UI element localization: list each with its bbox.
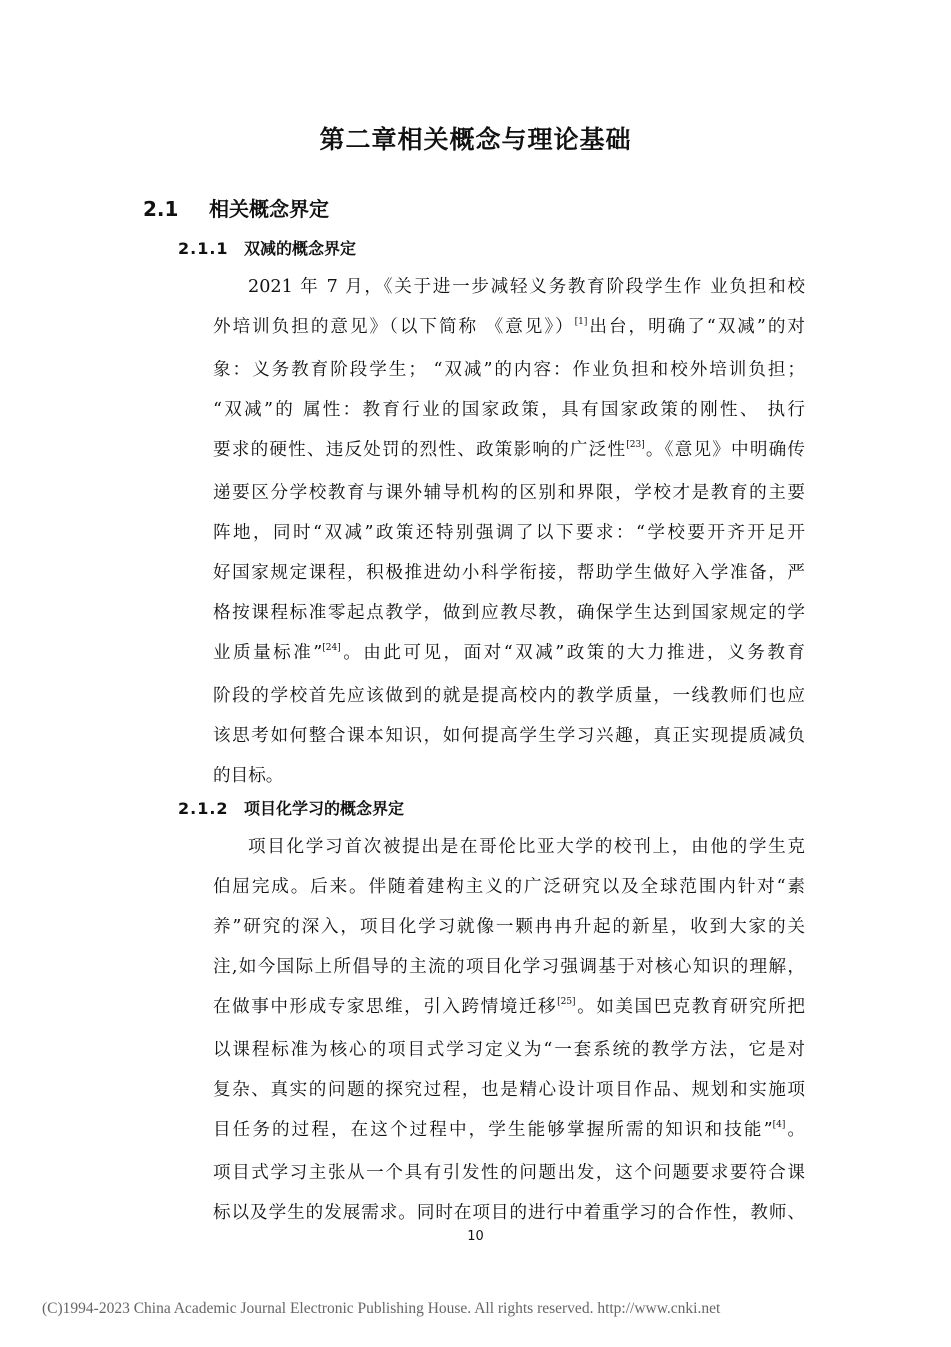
subsection-title: 双减的概念界定 [244,239,357,258]
text-line [213,947,805,987]
subsection-number: 2.1.1 [178,239,229,258]
subsection-heading-2 [178,796,404,819]
paragraph-double-reduction [213,267,805,796]
text-run: 复杂、真实的问题的探究过程，也是精心设计项目作品、规划和实施项 [213,1080,805,1100]
text-line [213,827,805,867]
citation-marker: [1] [574,317,588,327]
text-run: 。由此可见，面对“双减”政策的大力推进，义务教育 [340,643,805,663]
section-heading [143,193,329,222]
text-line [213,676,805,716]
text-line [213,1110,805,1153]
copyright-footer: (C)1994-2023 China Academic Journal Electronic Publishing House. All rights reserved. http://www.cnki.net [42,1300,721,1317]
text-run: 项目化学习首次被提出是在哥伦比亚大学的校刊上，由他的学生克 [248,837,805,857]
page-number: 10 [467,1229,484,1244]
subsection-number: 2.1.2 [178,799,229,818]
section-title: 相关概念界定 [209,197,329,221]
text-run: 好国家规定课程，积极推进幼小科学衔接，帮助学生做好入学准备，严 [213,563,805,583]
text-line [213,1193,805,1233]
text-run: 项目式学习主张从一个具有引发性的问题出发，这个问题要求要符合课 [213,1163,805,1183]
chapter-title: 第二章相关概念与理论基础 [319,125,632,154]
citation-marker: [24] [322,643,341,653]
subsection-title: 项目化学习的概念界定 [244,799,405,818]
text-line [213,1030,805,1070]
text-run: 标以及学生的发展需求。同时在项目的进行中着重学习的合作性，教师、 [213,1203,805,1223]
text-line [213,907,805,947]
text-run: 养”研究的深入，项目化学习就像一颗冉冉升起的新星，收到大家的关 [213,917,805,937]
paragraph-project-learning [213,827,805,1233]
text-run: 阶段的学校首先应该做到的就是提高校内的教学质量，一线教师们也应 [213,686,805,706]
section-number: 2.1 [143,197,179,221]
text-line [213,350,805,390]
text-run: 。 [785,1120,805,1140]
text-line [213,1153,805,1193]
text-line [213,987,805,1030]
text-run: 2021 年 7 月，《关于进一步减轻义务教育阶段学生作 业负担和校 [248,277,805,297]
text-line [213,473,805,513]
text-run: 以课程标准为核心的项目式学习定义为“一套系统的教学方法，它是对 [213,1040,805,1060]
text-run: 。《意见》中明确传 [644,440,805,460]
citation-marker: [23] [626,440,645,450]
text-run: 注,如今国际上所倡导的主流的项目化学习强调基于对核心知识的理解， [213,957,805,977]
text-run: 外培训负担的意见》（以下简称 《意见》） [213,317,575,337]
text-run: 。如美国巴克教育研究所把 [575,997,805,1017]
text-run: 出台，明确了“双减”的对 [587,317,805,337]
text-line [213,390,805,430]
text-line [213,430,805,473]
text-line [213,1070,805,1110]
text-run: 目任务的过程，在这个过程中，学生能够掌握所需的知识和技能” [213,1120,773,1140]
text-line [213,716,805,756]
subsection-heading-1 [178,236,356,259]
text-run: 伯屈完成。后来。伴随着建构主义的广泛研究以及全球范围内针对“素 [213,877,805,897]
text-run: 业质量标准” [213,643,323,663]
text-line [213,867,805,907]
text-run: 在做事中形成专家思维，引入跨情境迁移 [213,997,558,1017]
text-run: 阵地，同时“双减”政策还特别强调了以下要求：“学校要开齐开足开 [213,523,805,543]
text-line [213,553,805,593]
text-line [213,513,805,553]
text-run: 的目标。 [213,766,284,786]
text-line [213,633,805,676]
text-run: 格按课程标准零起点教学，做到应教尽教，确保学生达到国家规定的学 [213,603,805,623]
text-run: 递要区分学校教育与课外辅导机构的区别和界限，学校才是教育的主要 [213,483,805,503]
text-run: 该思考如何整合课本知识，如何提高学生学习兴趣，真正实现提质减负 [213,726,805,746]
text-line [213,593,805,633]
text-line [213,267,805,307]
citation-marker: [25] [557,997,576,1007]
text-run: “双减”的 属性：教育行业的国家政策，具有国家政策的刚性、 执行 [213,400,805,420]
text-line [213,307,805,350]
text-run: 要求的硬性、违反处罚的烈性、政策影响的广泛性 [213,440,627,460]
text-line [213,756,805,796]
citation-marker: [4] [772,1120,786,1130]
text-run: 象：义务教育阶段学生； “双减”的内容：作业负担和校外培训负担； [213,360,805,380]
